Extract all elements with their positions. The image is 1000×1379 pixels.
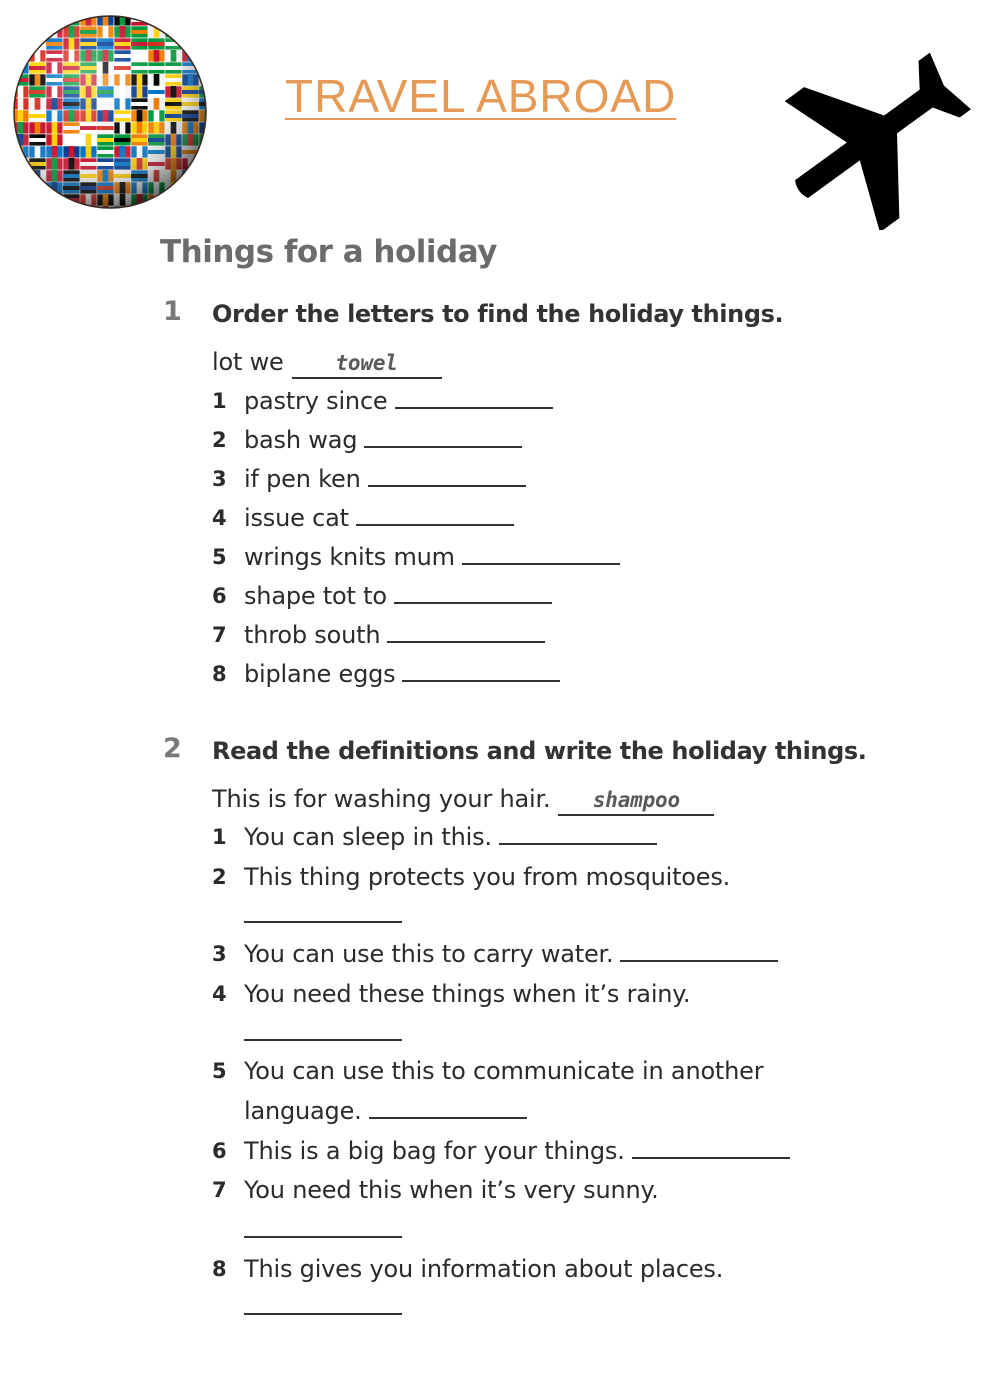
exercise-1-number: 1 bbox=[163, 296, 182, 327]
answer-blank[interactable] bbox=[632, 1135, 790, 1159]
page-title: TRAVEL ABROAD bbox=[285, 70, 677, 122]
exercise-2-number: 2 bbox=[163, 733, 182, 764]
answer-blank[interactable] bbox=[244, 1039, 402, 1041]
item-number: 7 bbox=[212, 1178, 227, 1202]
item-prompt: bash wag bbox=[244, 426, 358, 454]
answer-blank[interactable] bbox=[356, 502, 514, 526]
item-number: 2 bbox=[212, 865, 227, 889]
answer-blank[interactable] bbox=[395, 385, 553, 409]
answer-blank[interactable] bbox=[244, 1313, 402, 1315]
item-number: 8 bbox=[212, 1257, 227, 1281]
answer-blank[interactable] bbox=[244, 921, 402, 923]
item-number: 6 bbox=[212, 1139, 227, 1163]
item-prompt: You need these things when it’s rainy. bbox=[244, 980, 691, 1008]
item-number: 2 bbox=[212, 428, 227, 452]
item-prompt: if pen ken bbox=[244, 465, 361, 493]
example-prompt: This is for washing your hair. bbox=[212, 785, 551, 813]
airplane-icon bbox=[778, 40, 974, 230]
answer-blank[interactable] bbox=[499, 821, 657, 845]
example-answer: towel bbox=[292, 351, 442, 379]
item-prompt: throb south bbox=[244, 621, 381, 649]
item-prompt: shape tot to bbox=[244, 582, 387, 610]
answer-blank[interactable] bbox=[620, 938, 778, 962]
item-prompt: This is a big bag for your things. bbox=[244, 1137, 625, 1165]
item-number: 8 bbox=[212, 662, 227, 686]
item-prompt: This gives you information about places. bbox=[244, 1255, 724, 1283]
answer-blank[interactable] bbox=[244, 1236, 402, 1238]
item-number: 1 bbox=[212, 389, 227, 413]
answer-blank[interactable] bbox=[387, 619, 545, 643]
item-number: 1 bbox=[212, 825, 227, 849]
answer-blank[interactable] bbox=[462, 541, 620, 565]
item-number: 6 bbox=[212, 584, 227, 608]
answer-blank[interactable] bbox=[364, 424, 522, 448]
item-prompt-continuation: language. bbox=[244, 1097, 362, 1125]
item-prompt: issue cat bbox=[244, 504, 349, 532]
item-prompt: You can sleep in this. bbox=[244, 823, 492, 851]
item-number: 3 bbox=[212, 942, 227, 966]
item-prompt: You need this when it’s very sunny. bbox=[244, 1176, 659, 1204]
answer-blank[interactable] bbox=[368, 463, 526, 487]
item-number: 3 bbox=[212, 467, 227, 491]
item-number: 4 bbox=[212, 982, 227, 1006]
item-prompt: You can use this to carry water. bbox=[244, 940, 614, 968]
item-number: 7 bbox=[212, 623, 227, 647]
answer-blank[interactable] bbox=[394, 580, 552, 604]
item-number: 5 bbox=[212, 545, 227, 569]
item-number: 5 bbox=[212, 1059, 227, 1083]
item-prompt: pastry since bbox=[244, 387, 388, 415]
example-answer: shampoo bbox=[558, 788, 714, 816]
flag-globe-icon bbox=[12, 14, 208, 210]
exercise-2-instruction: Read the definitions and write the holiday things. bbox=[212, 737, 867, 765]
item-prompt: This thing protects you from mosquitoes. bbox=[244, 863, 731, 891]
item-prompt: biplane eggs bbox=[244, 660, 396, 688]
example-prompt: lot we bbox=[212, 348, 284, 376]
section-heading: Things for a holiday bbox=[160, 234, 497, 270]
answer-blank[interactable] bbox=[369, 1095, 527, 1119]
item-number: 4 bbox=[212, 506, 227, 530]
answer-blank[interactable] bbox=[402, 658, 560, 682]
item-prompt: You can use this to communicate in another bbox=[244, 1057, 764, 1085]
exercise-1-instruction: Order the letters to find the holiday things. bbox=[212, 300, 784, 328]
item-prompt: wrings knits mum bbox=[244, 543, 455, 571]
